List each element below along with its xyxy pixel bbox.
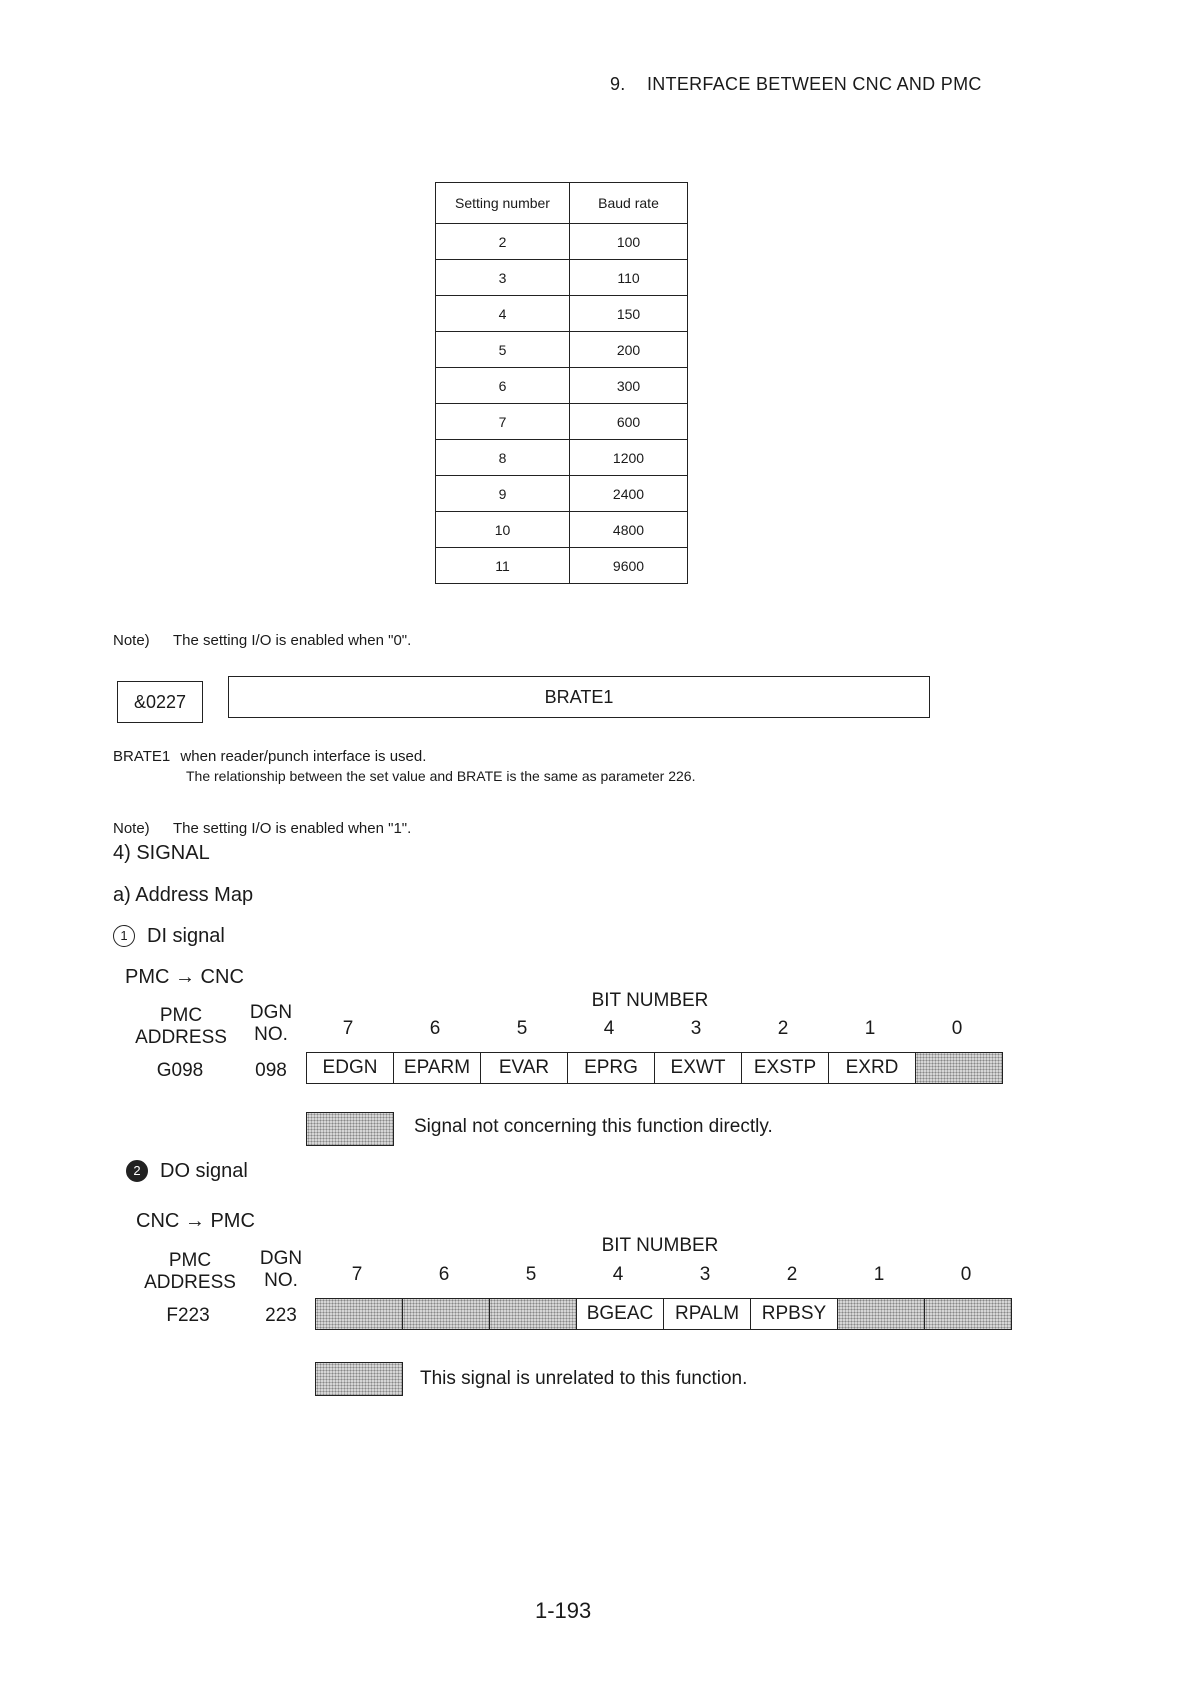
di-pmc-address-header: PMC ADDRESS bbox=[135, 1005, 227, 1048]
baud-rate-cell: 9600 bbox=[570, 548, 688, 584]
table-row bbox=[436, 296, 688, 332]
bit-number-label: 7 bbox=[342, 1018, 354, 1039]
bit-number-label: 2 bbox=[786, 1264, 798, 1285]
setting-number-cell: 9 bbox=[436, 476, 570, 512]
section-number: 9. bbox=[610, 74, 626, 94]
unrelated-bit-cell bbox=[316, 1299, 403, 1329]
setting-number-cell: 11 bbox=[436, 548, 570, 584]
page-number: 1-193 bbox=[535, 1598, 592, 1623]
signal-bit-cell: EXRD bbox=[829, 1053, 916, 1083]
baud-rate-cell: 110 bbox=[570, 260, 688, 296]
signal-bit-cell: EVAR bbox=[481, 1053, 568, 1083]
baud-rate-cell: 4800 bbox=[570, 512, 688, 548]
bit-number-label: 1 bbox=[873, 1264, 885, 1285]
bit-number-label: 1 bbox=[864, 1018, 876, 1039]
bit-number-label: 2 bbox=[777, 1018, 789, 1039]
bit-number-label: 5 bbox=[525, 1264, 537, 1285]
table-row bbox=[436, 224, 688, 260]
table-row bbox=[436, 548, 688, 584]
note-setting-io-0 bbox=[113, 632, 411, 649]
di-signal-heading bbox=[113, 925, 225, 948]
do-direction: CNC → PMC bbox=[136, 1210, 255, 1232]
table-row bbox=[436, 332, 688, 368]
setting-number-cell: 5 bbox=[436, 332, 570, 368]
note-label: Note) bbox=[113, 820, 150, 837]
note-text: The setting I/O is enabled when "0". bbox=[173, 632, 412, 649]
unrelated-bit-cell bbox=[490, 1299, 577, 1329]
unrelated-bit-cell bbox=[916, 1053, 1002, 1083]
di-direction: PMC → CNC bbox=[125, 966, 244, 988]
bit-number-label: 3 bbox=[699, 1264, 711, 1285]
do-dgn-header: DGN NO. bbox=[259, 1248, 303, 1291]
table-row bbox=[436, 260, 688, 296]
do-legend-text: This signal is unrelated to this function. bbox=[420, 1368, 748, 1389]
bit-number-label: 0 bbox=[951, 1018, 963, 1039]
header-setting-number: Setting number bbox=[436, 183, 570, 224]
di-signal-title: DI signal bbox=[147, 925, 225, 947]
parameter-name: BRATE1 bbox=[228, 676, 930, 718]
setting-number-cell: 8 bbox=[436, 440, 570, 476]
do-address: F223 bbox=[166, 1305, 210, 1326]
do-pmc-address-header: PMC ADDRESS bbox=[144, 1250, 236, 1293]
note-setting-io-1 bbox=[113, 820, 411, 837]
do-signal-title: DO signal bbox=[160, 1160, 248, 1182]
di-signal-row bbox=[306, 1052, 1003, 1084]
section-title: INTERFACE BETWEEN CNC AND PMC bbox=[646, 74, 982, 94]
baud-rate-cell: 1200 bbox=[570, 440, 688, 476]
di-bit-number-label: BIT NUMBER bbox=[591, 990, 709, 1011]
baud-rate-cell: 2400 bbox=[570, 476, 688, 512]
bit-number-label: 6 bbox=[429, 1018, 441, 1039]
setting-number-cell: 6 bbox=[436, 368, 570, 404]
signal-heading: 4) SIGNAL bbox=[113, 842, 210, 864]
signal-bit-cell: EDGN bbox=[307, 1053, 394, 1083]
setting-number-cell: 3 bbox=[436, 260, 570, 296]
setting-number-cell: 2 bbox=[436, 224, 570, 260]
di-address: G098 bbox=[156, 1060, 204, 1081]
di-legend-swatch bbox=[306, 1112, 394, 1146]
signal-bit-cell: EXSTP bbox=[742, 1053, 829, 1083]
baud-rate-cell: 200 bbox=[570, 332, 688, 368]
page-header bbox=[610, 74, 982, 95]
header-baud-rate: Baud rate bbox=[570, 183, 688, 224]
unrelated-bit-cell bbox=[403, 1299, 490, 1329]
di-legend-text: Signal not concerning this function directly. bbox=[414, 1116, 773, 1137]
baud-rate-cell: 100 bbox=[570, 224, 688, 260]
bit-number-label: 4 bbox=[612, 1264, 624, 1285]
address-map-heading: a) Address Map bbox=[113, 884, 254, 906]
param-desc-label: BRATE1 bbox=[113, 748, 171, 765]
table-row bbox=[436, 368, 688, 404]
setting-number-cell: 10 bbox=[436, 512, 570, 548]
circled-number-icon: 2 bbox=[126, 1160, 148, 1182]
bit-number-label: 3 bbox=[690, 1018, 702, 1039]
param-desc-text: when reader/punch interface is used. bbox=[180, 748, 427, 765]
bit-number-label: 5 bbox=[516, 1018, 528, 1039]
table-row bbox=[436, 476, 688, 512]
table-header-row bbox=[436, 183, 688, 224]
do-signal-heading bbox=[126, 1160, 248, 1183]
baud-rate-cell: 300 bbox=[570, 368, 688, 404]
signal-bit-cell: BGEAC bbox=[577, 1299, 664, 1329]
signal-bit-cell: EXWT bbox=[655, 1053, 742, 1083]
do-signal-row bbox=[315, 1298, 1012, 1330]
setting-number-cell: 4 bbox=[436, 296, 570, 332]
baud-rate-table bbox=[435, 182, 688, 584]
bit-number-label: 0 bbox=[960, 1264, 972, 1285]
signal-bit-cell: EPARM bbox=[394, 1053, 481, 1083]
bit-number-label: 6 bbox=[438, 1264, 450, 1285]
do-legend-swatch bbox=[315, 1362, 403, 1396]
di-dgn-header: DGN NO. bbox=[249, 1002, 293, 1045]
bit-number-label: 4 bbox=[603, 1018, 615, 1039]
signal-bit-cell: EPRG bbox=[568, 1053, 655, 1083]
setting-number-cell: 7 bbox=[436, 404, 570, 440]
table-row bbox=[436, 440, 688, 476]
do-bit-number-label: BIT NUMBER bbox=[601, 1235, 719, 1256]
di-dgn: 098 bbox=[255, 1060, 287, 1081]
table-row bbox=[436, 404, 688, 440]
baud-rate-cell: 150 bbox=[570, 296, 688, 332]
baud-rate-cell: 600 bbox=[570, 404, 688, 440]
circled-number-icon: 1 bbox=[113, 925, 135, 947]
unrelated-bit-cell bbox=[838, 1299, 925, 1329]
bit-number-label: 7 bbox=[351, 1264, 363, 1285]
table-row bbox=[436, 512, 688, 548]
unrelated-bit-cell bbox=[925, 1299, 1011, 1329]
note-text: The setting I/O is enabled when "1". bbox=[173, 820, 412, 837]
param-desc-line1 bbox=[113, 748, 426, 765]
param-desc-line2: The relationship between the set value and BRATE is the same as parameter 226. bbox=[186, 768, 696, 784]
signal-bit-cell: RPBSY bbox=[751, 1299, 838, 1329]
parameter-number: &0227 bbox=[117, 681, 203, 723]
signal-bit-cell: RPALM bbox=[664, 1299, 751, 1329]
do-dgn: 223 bbox=[265, 1305, 297, 1326]
note-label: Note) bbox=[113, 632, 150, 649]
